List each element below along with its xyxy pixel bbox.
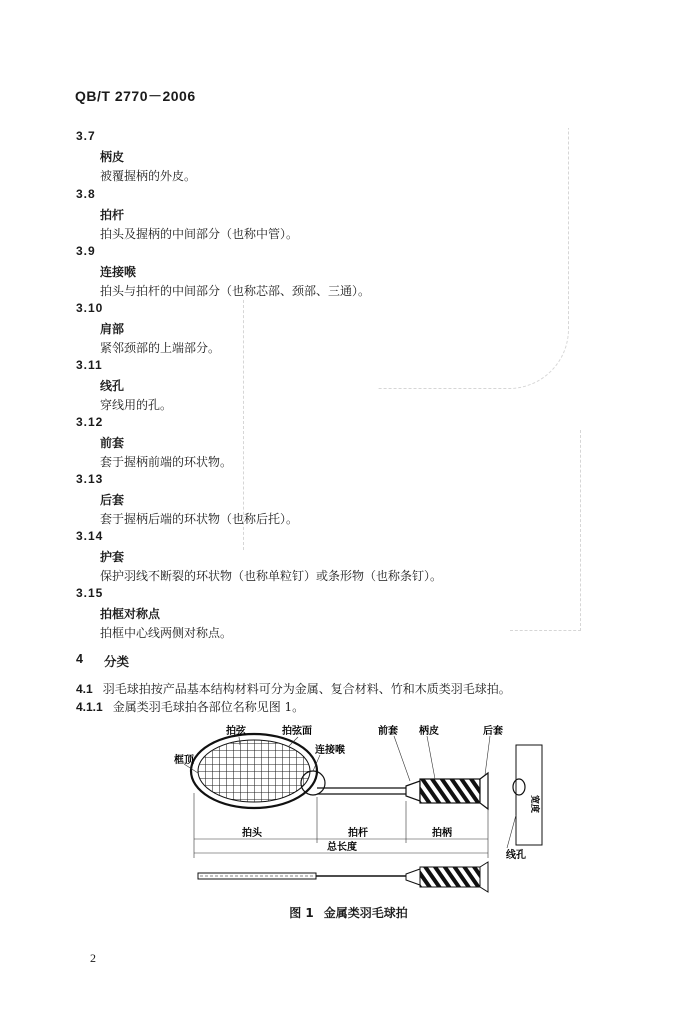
paragraph xyxy=(76,680,511,697)
clause-definition: 拍头及握柄的中间部分（也称中管）。 xyxy=(100,227,299,241)
label-string: 拍弦 xyxy=(226,726,246,737)
label-total-length: 总长度 xyxy=(327,842,357,853)
clause-term: 肩部 xyxy=(100,322,125,336)
clause-number: 3.15 xyxy=(76,586,104,600)
clause-number: 3.10 xyxy=(76,301,104,315)
clause-number: 3.9 xyxy=(76,244,96,258)
clause-definition: 紧邻颈部的上端部分。 xyxy=(100,341,221,355)
badminton-racket-diagram xyxy=(170,715,565,895)
clause-number: 3.14 xyxy=(76,529,104,543)
section-number: 4 xyxy=(76,652,83,666)
racket-edge-view-front-sleeve xyxy=(406,869,420,885)
label-width: 宽度 xyxy=(529,795,539,814)
label-front-sleeve: 前套 xyxy=(378,726,398,737)
standard-code-header: QB/T 2770－2006 xyxy=(75,88,196,104)
clause-definition: 套于握柄前端的环状物。 xyxy=(100,455,233,469)
clause-term: 连接喉 xyxy=(100,265,137,279)
rear-sleeve xyxy=(480,773,488,809)
label-frame-top: 框顶 xyxy=(174,755,194,766)
racket-grip xyxy=(420,779,480,803)
figure-caption-number: 图 1 xyxy=(289,906,314,920)
clause-term: 护套 xyxy=(100,550,125,564)
paragraph xyxy=(76,698,304,715)
paragraph-number: 4.1.1 xyxy=(76,700,103,714)
clause-number: 3.7 xyxy=(76,129,96,143)
clause-definition: 被覆握柄的外皮。 xyxy=(100,169,197,183)
clause-number: 3.12 xyxy=(76,415,104,429)
clause-definition: 套于握柄后端的环状物（也称后托）。 xyxy=(100,512,299,526)
racket-edge-view-rear-sleeve xyxy=(480,862,488,892)
clause-number: 3.8 xyxy=(76,187,96,201)
paragraph-text: 羽毛球拍按产品基本结构材料可分为金属、复合材料、竹和木质类羽毛球拍。 xyxy=(102,682,511,696)
paragraph-text: 金属类羽毛球拍各部位名称见图 1。 xyxy=(112,700,305,714)
scan-ghost-mark xyxy=(510,430,581,631)
racket-edge-view-grip xyxy=(420,867,480,887)
figure-caption xyxy=(0,904,697,921)
clause-term: 柄皮 xyxy=(100,150,125,164)
label-handle: 拍柄 xyxy=(432,828,452,839)
clause-term: 拍框对称点 xyxy=(100,607,161,621)
racket-side-ring xyxy=(513,779,525,795)
section-title: 分类 xyxy=(104,654,130,669)
clause-definition: 穿线用的孔。 xyxy=(100,398,173,412)
clause-definition: 拍头与拍杆的中间部分（也称芯部、颈部、三通）。 xyxy=(100,284,371,298)
clause-number: 3.11 xyxy=(76,358,103,372)
label-head: 拍头 xyxy=(242,828,262,839)
clause-term: 后套 xyxy=(100,493,125,507)
label-frame-head: 拍弦面 xyxy=(282,726,312,737)
clause-term: 拍杆 xyxy=(100,208,125,222)
racket-string-bed xyxy=(198,740,310,802)
figure-caption-text: 金属类羽毛球拍 xyxy=(323,906,408,920)
label-throat: 连接喉 xyxy=(315,745,345,756)
clause-number: 3.13 xyxy=(76,472,104,486)
paragraph-number: 4.1 xyxy=(76,682,93,696)
label-rear-sleeve: 后套 xyxy=(483,726,503,737)
clause-term: 线孔 xyxy=(100,379,125,393)
label-shaft: 拍杆 xyxy=(348,828,368,839)
page-number: 2 xyxy=(90,951,96,965)
front-sleeve xyxy=(406,781,420,801)
label-string-hole: 线孔 xyxy=(506,850,526,861)
clause-definition: 保护羽线不断裂的环状物（也称单粒钉）或条形物（也称条钉）。 xyxy=(100,569,443,583)
clause-definition: 拍框中心线两侧对称点。 xyxy=(100,626,233,640)
clause-term: 前套 xyxy=(100,436,125,450)
label-grip-skin: 柄皮 xyxy=(419,726,439,737)
scan-ghost-mark xyxy=(378,128,569,389)
